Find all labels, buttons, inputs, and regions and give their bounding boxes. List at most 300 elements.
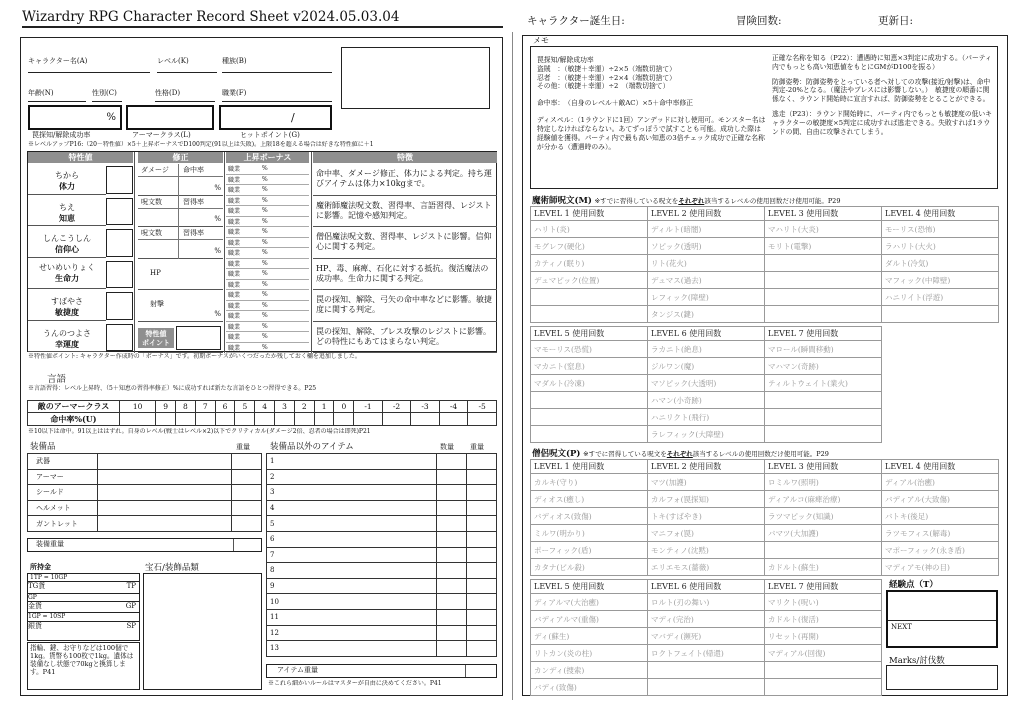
hit-rate-cell[interactable]	[354, 413, 383, 426]
spell-empty-cell[interactable]	[765, 409, 882, 426]
memo-title: メモ	[533, 36, 549, 45]
hit-rate-cell[interactable]	[439, 413, 468, 426]
spell-row	[531, 341, 882, 358]
spell-name[interactable]: ロルト(刃の舞い)	[648, 594, 765, 611]
bonus-job-label: 職業	[228, 281, 241, 289]
item-number: 7	[267, 547, 437, 563]
other-items-table	[266, 453, 497, 657]
bonus-slot[interactable]	[226, 227, 309, 238]
item-row	[267, 547, 497, 563]
ac-value: -1	[354, 401, 383, 413]
item-number: 8	[267, 563, 437, 579]
mod-pct: %	[214, 215, 221, 224]
priest-title: 僧侶呪文(P)	[532, 449, 581, 459]
spell-name[interactable]: マフィック(中障壁)	[882, 272, 999, 289]
equipment-table	[27, 453, 262, 532]
spell-row	[531, 679, 882, 696]
treasure-box[interactable]	[143, 573, 262, 690]
trait-note: ※特性値ポイント: キャラクター作成時の「ボーナス」です。初期ボーナスがいくつだったか残しておく欄を追加しました。	[28, 353, 361, 360]
trap-rate-box[interactable]	[28, 105, 122, 130]
weight-note: 指輪、鍵、お守りなどは100個で1kg。貨幣も100枚で1kg。遺体は装備なし状態で70kgと換算します。P41	[27, 642, 140, 690]
stat-value-2[interactable]	[106, 229, 133, 257]
spell-name[interactable]: ディ(蘇生)	[531, 628, 648, 645]
spell-name[interactable]: マポーフィック(永き盾)	[882, 542, 999, 559]
name-field[interactable]	[28, 56, 150, 73]
spell-name[interactable]: ラハリト(大火)	[882, 238, 999, 255]
bonus-slot[interactable]	[226, 259, 309, 270]
alignment-label: 性格(D)	[155, 89, 181, 97]
trait-point-line1: 特性値	[145, 328, 167, 338]
spell-name[interactable]: マカニト(窒息)	[531, 358, 648, 375]
item-weight-cell[interactable]	[467, 454, 497, 470]
spell-name[interactable]: カタナ(ビル殺)	[531, 559, 648, 576]
spell-name[interactable]: マディアモ(神の目)	[882, 559, 999, 576]
level-field[interactable]	[157, 56, 217, 73]
item-weight-cell[interactable]	[467, 641, 497, 657]
trait-point-box[interactable]	[176, 326, 221, 350]
spell-row	[531, 392, 882, 409]
stat-feature-1: 魔術師魔法呪文数、習得率、言語習得、レジストに影響。記憶や感知判定。	[313, 196, 497, 228]
spell-header-row	[531, 207, 999, 221]
spell-name[interactable]: ハリト(炎)	[531, 221, 648, 238]
bonus-slot[interactable]	[226, 238, 309, 249]
tg-coin-row[interactable]	[28, 582, 139, 593]
bonus-slot[interactable]	[226, 248, 309, 259]
item-number: 1	[267, 454, 437, 470]
bonus-pct: %	[262, 217, 268, 225]
item-qty-cell[interactable]	[437, 547, 467, 563]
item-qty-cell[interactable]	[437, 563, 467, 579]
bonus-pct: %	[262, 312, 268, 319]
critical-note: ※10以下は命中。91以上ははずれ。自身のレベル(戦士はレベル×2)以下でクリティカル(ダメージ2倍、忍者の場合は即死)P21	[28, 428, 371, 435]
item-qty-cell[interactable]	[437, 485, 467, 501]
equipment-weight-cell[interactable]	[232, 454, 262, 470]
spell-name[interactable]: リトカン(炎の柱)	[531, 645, 648, 662]
spell-header-row	[531, 580, 882, 594]
spell-empty-cell[interactable]	[765, 289, 882, 306]
spell-row	[531, 474, 999, 491]
armor-class-box[interactable]	[126, 105, 214, 130]
hit-rate-cell[interactable]	[175, 413, 195, 426]
spell-name[interactable]: カルフォ(罠探知)	[648, 491, 765, 508]
spell-row	[531, 662, 882, 679]
item-number: 4	[267, 500, 437, 516]
bonus-pct: %	[262, 228, 268, 235]
stat-mod-0	[138, 164, 223, 196]
spell-empty-cell[interactable]	[531, 392, 648, 409]
spell-name[interactable]: カルキ(守り)	[531, 474, 648, 491]
languages-note: ※言語習得：レベル上昇時、（5＋知恵の習得率修正）%に成功すれば新たな言語をひとつ習得できる。P25	[28, 385, 317, 392]
equipment-name-cell[interactable]	[98, 485, 232, 501]
spell-name[interactable]: カドルト(復活)	[765, 611, 882, 628]
mod-header: 修正	[138, 152, 223, 163]
bonus-slot[interactable]	[226, 175, 309, 186]
spell-name[interactable]: ラツモフィス(解毒)	[882, 525, 999, 542]
item-weight-cell[interactable]	[467, 500, 497, 516]
item-weight-cell[interactable]	[467, 594, 497, 610]
spell-row	[531, 255, 999, 272]
hit-rate-cell[interactable]	[314, 413, 334, 426]
spell-level-header: LEVEL 2 使用回数	[648, 460, 765, 474]
hit-rate-cell[interactable]	[275, 413, 295, 426]
bonus-pct: %	[262, 343, 268, 351]
hit-rate-cell[interactable]	[215, 413, 235, 426]
spell-name[interactable]: モリト(電撃)	[765, 238, 882, 255]
items-total[interactable]	[266, 664, 497, 678]
spell-row	[531, 358, 882, 375]
hit-rate-cell[interactable]	[156, 413, 176, 426]
stats-block	[27, 151, 497, 352]
bonus-slot[interactable]	[226, 301, 309, 312]
item-weight-cell[interactable]	[467, 609, 497, 625]
bonus-job-label: 職業	[228, 176, 241, 184]
spell-empty-cell[interactable]	[765, 662, 882, 679]
spell-name[interactable]: モーリス(恐怖)	[882, 221, 999, 238]
bonus-pct: %	[262, 175, 268, 183]
spell-row	[531, 645, 882, 662]
spell-name[interactable]: デュマス(過去)	[648, 272, 765, 289]
item-weight-cell[interactable]	[467, 469, 497, 485]
item-weight-cell[interactable]	[467, 547, 497, 563]
item-qty-cell[interactable]	[437, 454, 467, 470]
hit-rate-cell[interactable]	[411, 413, 440, 426]
spell-name[interactable]: マディアル(回復)	[765, 645, 882, 662]
stat-value-0[interactable]	[106, 166, 133, 194]
spell-empty-cell[interactable]	[765, 306, 882, 323]
bonus-slot[interactable]	[226, 185, 309, 196]
equipment-row	[28, 454, 262, 470]
alignment-field[interactable]	[155, 88, 215, 102]
stat-kanji: 信仰心	[55, 244, 79, 254]
mod-label-b: 命中率	[183, 166, 204, 174]
spell-name[interactable]: ハマン(小奇跡)	[648, 392, 765, 409]
item-qty-cell[interactable]	[437, 531, 467, 547]
spell-empty-cell[interactable]	[882, 306, 999, 323]
spell-name[interactable]: バディアルマ(重傷)	[531, 611, 648, 628]
age-field[interactable]	[28, 88, 86, 102]
spell-name[interactable]: ハニリクト(飛行)	[648, 409, 765, 426]
spell-name[interactable]: ディルト(暗闇)	[648, 221, 765, 238]
spell-row	[531, 491, 999, 508]
marks-box[interactable]	[886, 665, 998, 690]
item-qty-cell[interactable]	[437, 469, 467, 485]
item-qty-cell[interactable]	[437, 578, 467, 594]
bonus-slot[interactable]	[226, 322, 309, 333]
hit-points-box[interactable]	[219, 105, 332, 130]
spell-name[interactable]: タンジス(鍵)	[648, 306, 765, 323]
item-weight-cell[interactable]	[467, 563, 497, 579]
item-qty-cell[interactable]	[437, 516, 467, 532]
equipment-title: 装備品	[30, 442, 56, 452]
item-row	[267, 578, 497, 594]
stat-mod-3	[138, 259, 223, 291]
bonus-pct: %	[262, 196, 268, 204]
item-weight-cell[interactable]	[467, 516, 497, 532]
spell-name[interactable]: ソピック(透明)	[648, 238, 765, 255]
stat-feature-2: 僧侶魔法呪文数、習得率、レジストに影響。信仰心に関する判定。	[313, 227, 497, 259]
stat-value-3[interactable]	[106, 261, 133, 289]
spell-name[interactable]: カティノ(眠り)	[531, 255, 648, 272]
stat-value-5[interactable]	[106, 324, 133, 352]
levelup-note: ※レベルアップP16:（20－特性値）×5＋上昇ボーナスでD100判定(91以上は失敗)。上限18を超える場合は好きな特性値に＋1	[28, 141, 374, 148]
spell-name[interactable]: リト(花火)	[648, 255, 765, 272]
spell-empty-cell[interactable]	[531, 289, 648, 306]
stat-feature-4: 罠の探知、解除、弓矢の命中率などに影響。敏捷度に関する判定。	[313, 290, 497, 322]
item-row	[267, 625, 497, 641]
spell-name[interactable]: ディアルマ(大治癒)	[531, 594, 648, 611]
item-qty-cell[interactable]	[437, 594, 467, 610]
spell-name[interactable]: バトキ(後足)	[882, 508, 999, 525]
spell-level-header: LEVEL 4 使用回数	[882, 207, 999, 221]
spell-name[interactable]: エリエモス(薔薇)	[648, 559, 765, 576]
equipment-row	[28, 500, 262, 516]
spell-name[interactable]: ハニリイト(浮遊)	[882, 289, 999, 306]
spell-name[interactable]: マハリト(大炎)	[765, 221, 882, 238]
spell-name[interactable]: ロミルワ(照明)	[765, 474, 882, 491]
race-field[interactable]	[222, 56, 332, 73]
spell-name[interactable]: カンディ(捜索)	[531, 662, 648, 679]
spell-level-header: LEVEL 6 使用回数	[648, 327, 765, 341]
spell-name[interactable]: バマツ(大加護)	[765, 525, 882, 542]
hit-rate-cell[interactable]	[468, 413, 497, 426]
languages-title: 言語	[47, 374, 67, 385]
item-weight-cell[interactable]	[467, 485, 497, 501]
spell-level-header: LEVEL 7 使用回数	[765, 327, 882, 341]
item-row	[267, 500, 497, 516]
page-divider	[512, 32, 513, 700]
hit-rate-cell[interactable]	[120, 413, 156, 426]
sex-field[interactable]	[92, 88, 122, 102]
enemy-ac-label: 敵のアーマークラス	[28, 401, 120, 413]
bonus-slot[interactable]	[226, 196, 309, 207]
hit-rate-cell[interactable]	[334, 413, 354, 426]
equipment-name-cell[interactable]	[98, 469, 232, 485]
job-field[interactable]	[222, 88, 332, 102]
stat-value-4[interactable]	[106, 292, 133, 320]
spell-empty-cell[interactable]	[765, 426, 882, 443]
bonus-job-label: 職業	[228, 344, 241, 352]
spell-name[interactable]: マダルト(冷凍)	[531, 375, 648, 392]
spell-empty-cell[interactable]	[531, 426, 648, 443]
equipment-name-cell[interactable]	[98, 516, 232, 532]
spell-row	[531, 272, 999, 289]
item-number: 9	[267, 578, 437, 594]
ac-value: -3	[411, 401, 440, 413]
item-weight-cell[interactable]	[467, 625, 497, 641]
spell-name[interactable]: ディアル(治癒)	[882, 474, 999, 491]
memo-defense: 防御姿勢：防御姿勢をとっている者へ対しての攻撃(接近/射撃)は、命中判定-20%となる。（魔法やブレスには影響しない。） 敏捷度の順番に関係なく、ラウンド開始時に宣言すれば、防御姿勢をとることができる。	[772, 77, 991, 104]
spell-name[interactable]: レフィック(障壁)	[648, 289, 765, 306]
hit-rate-cell[interactable]	[382, 413, 411, 426]
bonus-slot[interactable]	[226, 206, 309, 217]
spell-name[interactable]: ジルワン(魔)	[648, 358, 765, 375]
feature-header: 特徴	[313, 152, 497, 163]
spell-name[interactable]: ポーフィック(盾)	[531, 542, 648, 559]
silver-coin-row[interactable]	[28, 622, 139, 633]
stat-name-3	[28, 259, 106, 290]
spell-header-row	[531, 460, 999, 474]
spell-name[interactable]: バディ(致傷)	[531, 679, 648, 696]
spell-level-header: LEVEL 1 使用回数	[531, 460, 648, 474]
birthday-label: キャラクター誕生日:	[527, 15, 625, 27]
item-weight-cell[interactable]	[467, 531, 497, 547]
mod-label: 射撃	[150, 300, 164, 308]
bonus-pct: %	[262, 291, 268, 298]
spell-name[interactable]: ダルト(冷気)	[882, 255, 999, 272]
age-label: 年齢(N)	[28, 89, 54, 97]
item-qty-cell[interactable]	[437, 641, 467, 657]
spell-name[interactable]: ディアルコ(麻痺治療)	[765, 491, 882, 508]
spell-name[interactable]: マディ(完治)	[648, 611, 765, 628]
portrait-box[interactable]	[341, 47, 490, 109]
bonus-slot[interactable]	[226, 164, 309, 175]
item-qty-cell[interactable]	[437, 609, 467, 625]
spell-level-header: LEVEL 5 使用回数	[531, 580, 648, 594]
tp-unit: TP	[126, 582, 136, 591]
priest-spells-title	[532, 447, 829, 459]
ac-value: 2	[294, 401, 314, 413]
spell-empty-cell[interactable]	[765, 679, 882, 696]
stat-mod-2	[138, 227, 223, 259]
spell-header-row	[531, 327, 882, 341]
mage-title: 魔術師呪文(M)	[532, 196, 592, 206]
spell-name[interactable]: ミルワ(明かり)	[531, 525, 648, 542]
spell-name[interactable]: マソピック(大透明)	[648, 375, 765, 392]
stat-kanji: 体力	[59, 181, 75, 191]
item-row	[267, 594, 497, 610]
equipment-row	[28, 516, 262, 532]
bonus-slot[interactable]	[226, 311, 309, 322]
spell-row	[531, 426, 882, 443]
spell-empty-cell[interactable]	[531, 409, 648, 426]
hit-rate-cell[interactable]	[294, 413, 314, 426]
rules-note: ※これら細かいルールはマスターが自由に決めてください。P41	[268, 680, 442, 687]
hit-rate-cell[interactable]	[235, 413, 255, 426]
spell-empty-cell[interactable]	[765, 542, 882, 559]
spell-name[interactable]: ラレフィック(大障壁)	[648, 426, 765, 443]
bonus-job-label: 職業	[228, 313, 241, 320]
spell-name[interactable]: マリクト(呪い)	[765, 594, 882, 611]
spell-name[interactable]: ラツマピック(知識)	[765, 508, 882, 525]
item-row	[267, 516, 497, 532]
item-number: 5	[267, 516, 437, 532]
spell-name[interactable]: ティルトウェイト(業火)	[765, 375, 882, 392]
spell-name[interactable]: マバディ(瀕死)	[648, 628, 765, 645]
hit-rate-cell[interactable]	[255, 413, 275, 426]
level-label: レベル(K)	[157, 57, 189, 65]
spell-name[interactable]: カドルト(蘇生)	[765, 559, 882, 576]
spell-row	[531, 628, 882, 645]
equipment-weight-cell[interactable]	[232, 516, 262, 532]
spell-name[interactable]: モグレフ(硬化)	[531, 238, 648, 255]
spell-name[interactable]: マハマン(奇跡)	[765, 358, 882, 375]
items-total-label: アイテム重量	[277, 666, 319, 674]
spell-name[interactable]: トキ(すばやき)	[648, 508, 765, 525]
bonus-job-label: 職業	[228, 229, 241, 236]
bonus-pct: %	[262, 238, 268, 246]
hit-points-label: ヒットポイント(G)	[240, 131, 300, 139]
equipment-slot-label: ガントレット	[28, 516, 98, 532]
spell-empty-cell[interactable]	[765, 272, 882, 289]
tp-rate: 1TP = 10GP	[28, 574, 139, 582]
spell-empty-cell[interactable]	[765, 392, 882, 409]
bonus-job-label: 職業	[228, 323, 241, 331]
spell-empty-cell[interactable]	[648, 679, 765, 696]
spell-empty-cell[interactable]	[765, 255, 882, 272]
spell-name[interactable]: デュマピック(位置)	[531, 272, 648, 289]
stat-kana: しんこうしん	[43, 234, 91, 243]
priest-note-post: 該当するレベルの使用回数だけ使用可能。P29	[692, 450, 829, 458]
item-number: 10	[267, 594, 437, 610]
bonus-slot[interactable]	[226, 217, 309, 228]
trap-rate-label: 罠探知/解除成功率	[32, 131, 91, 139]
bonus-slot[interactable]	[226, 280, 309, 291]
spell-name[interactable]: マロール(瞬間移動)	[765, 341, 882, 358]
stat-kana: うんのつよさ	[43, 328, 91, 338]
spell-name[interactable]: ラカニト(絶息)	[648, 341, 765, 358]
bonus-job-label: 職業	[228, 260, 241, 268]
stat-kanji: 敏捷度	[55, 307, 79, 317]
bonus-slot[interactable]	[226, 343, 309, 354]
stat-kana: ちから	[55, 171, 79, 180]
bonus-slot[interactable]	[226, 269, 309, 280]
experience-box[interactable]	[886, 590, 998, 648]
equipment-total[interactable]	[27, 538, 262, 552]
spell-name[interactable]: マニフォ(罠)	[648, 525, 765, 542]
bonus-pct: %	[262, 186, 268, 193]
ac-value: 8	[175, 401, 195, 413]
equipment-weight-header: 重量	[236, 443, 250, 451]
spell-name[interactable]: モンティノ(沈黙)	[648, 542, 765, 559]
ac-value: 4	[255, 401, 275, 413]
spell-name[interactable]: リセット(再開)	[765, 628, 882, 645]
equipment-weight-cell[interactable]	[232, 500, 262, 516]
equipment-name-cell[interactable]	[98, 500, 232, 516]
spell-level-header: LEVEL 6 使用回数	[648, 580, 765, 594]
equipment-weight-cell[interactable]	[232, 485, 262, 501]
gold-coin-row[interactable]	[28, 602, 139, 613]
trait-point-line2: ポイント	[142, 337, 170, 347]
spell-name[interactable]: ロクトフェイト(帰還)	[648, 645, 765, 662]
equipment-name-cell[interactable]	[98, 454, 232, 470]
spell-empty-cell[interactable]	[648, 662, 765, 679]
hit-rate-cell[interactable]	[195, 413, 215, 426]
bonus-slot[interactable]	[226, 332, 309, 343]
ac-value: 5	[235, 401, 255, 413]
next-label: NEXT	[891, 623, 912, 631]
spell-name[interactable]: バディアル(大致傷)	[882, 491, 999, 508]
priest-levels-1-4	[530, 459, 999, 576]
equipment-weight-cell[interactable]	[232, 469, 262, 485]
item-qty-cell[interactable]	[437, 625, 467, 641]
ac-value: -5	[468, 401, 497, 413]
stat-value-1[interactable]	[106, 198, 133, 226]
stat-name-4	[28, 290, 106, 321]
item-weight-cell[interactable]	[467, 578, 497, 594]
item-qty-cell[interactable]	[437, 500, 467, 516]
spell-name[interactable]: ディオス(癒し)	[531, 491, 648, 508]
spell-name[interactable]: マツ(加護)	[648, 474, 765, 491]
stat-name-5	[28, 322, 106, 353]
bonus-job-label: 職業	[228, 208, 241, 215]
spell-name[interactable]: バディオス(致傷)	[531, 508, 648, 525]
memo-hit: 命中率： （自身のレベル＋敵AC）×5＋命中率修正	[537, 99, 694, 108]
item-number: 3	[267, 485, 437, 501]
spell-name[interactable]: マモーリス(恐慌)	[531, 341, 648, 358]
bonus-pct: %	[262, 165, 268, 172]
spell-empty-cell[interactable]	[531, 306, 648, 323]
bonus-slot[interactable]	[226, 290, 309, 301]
